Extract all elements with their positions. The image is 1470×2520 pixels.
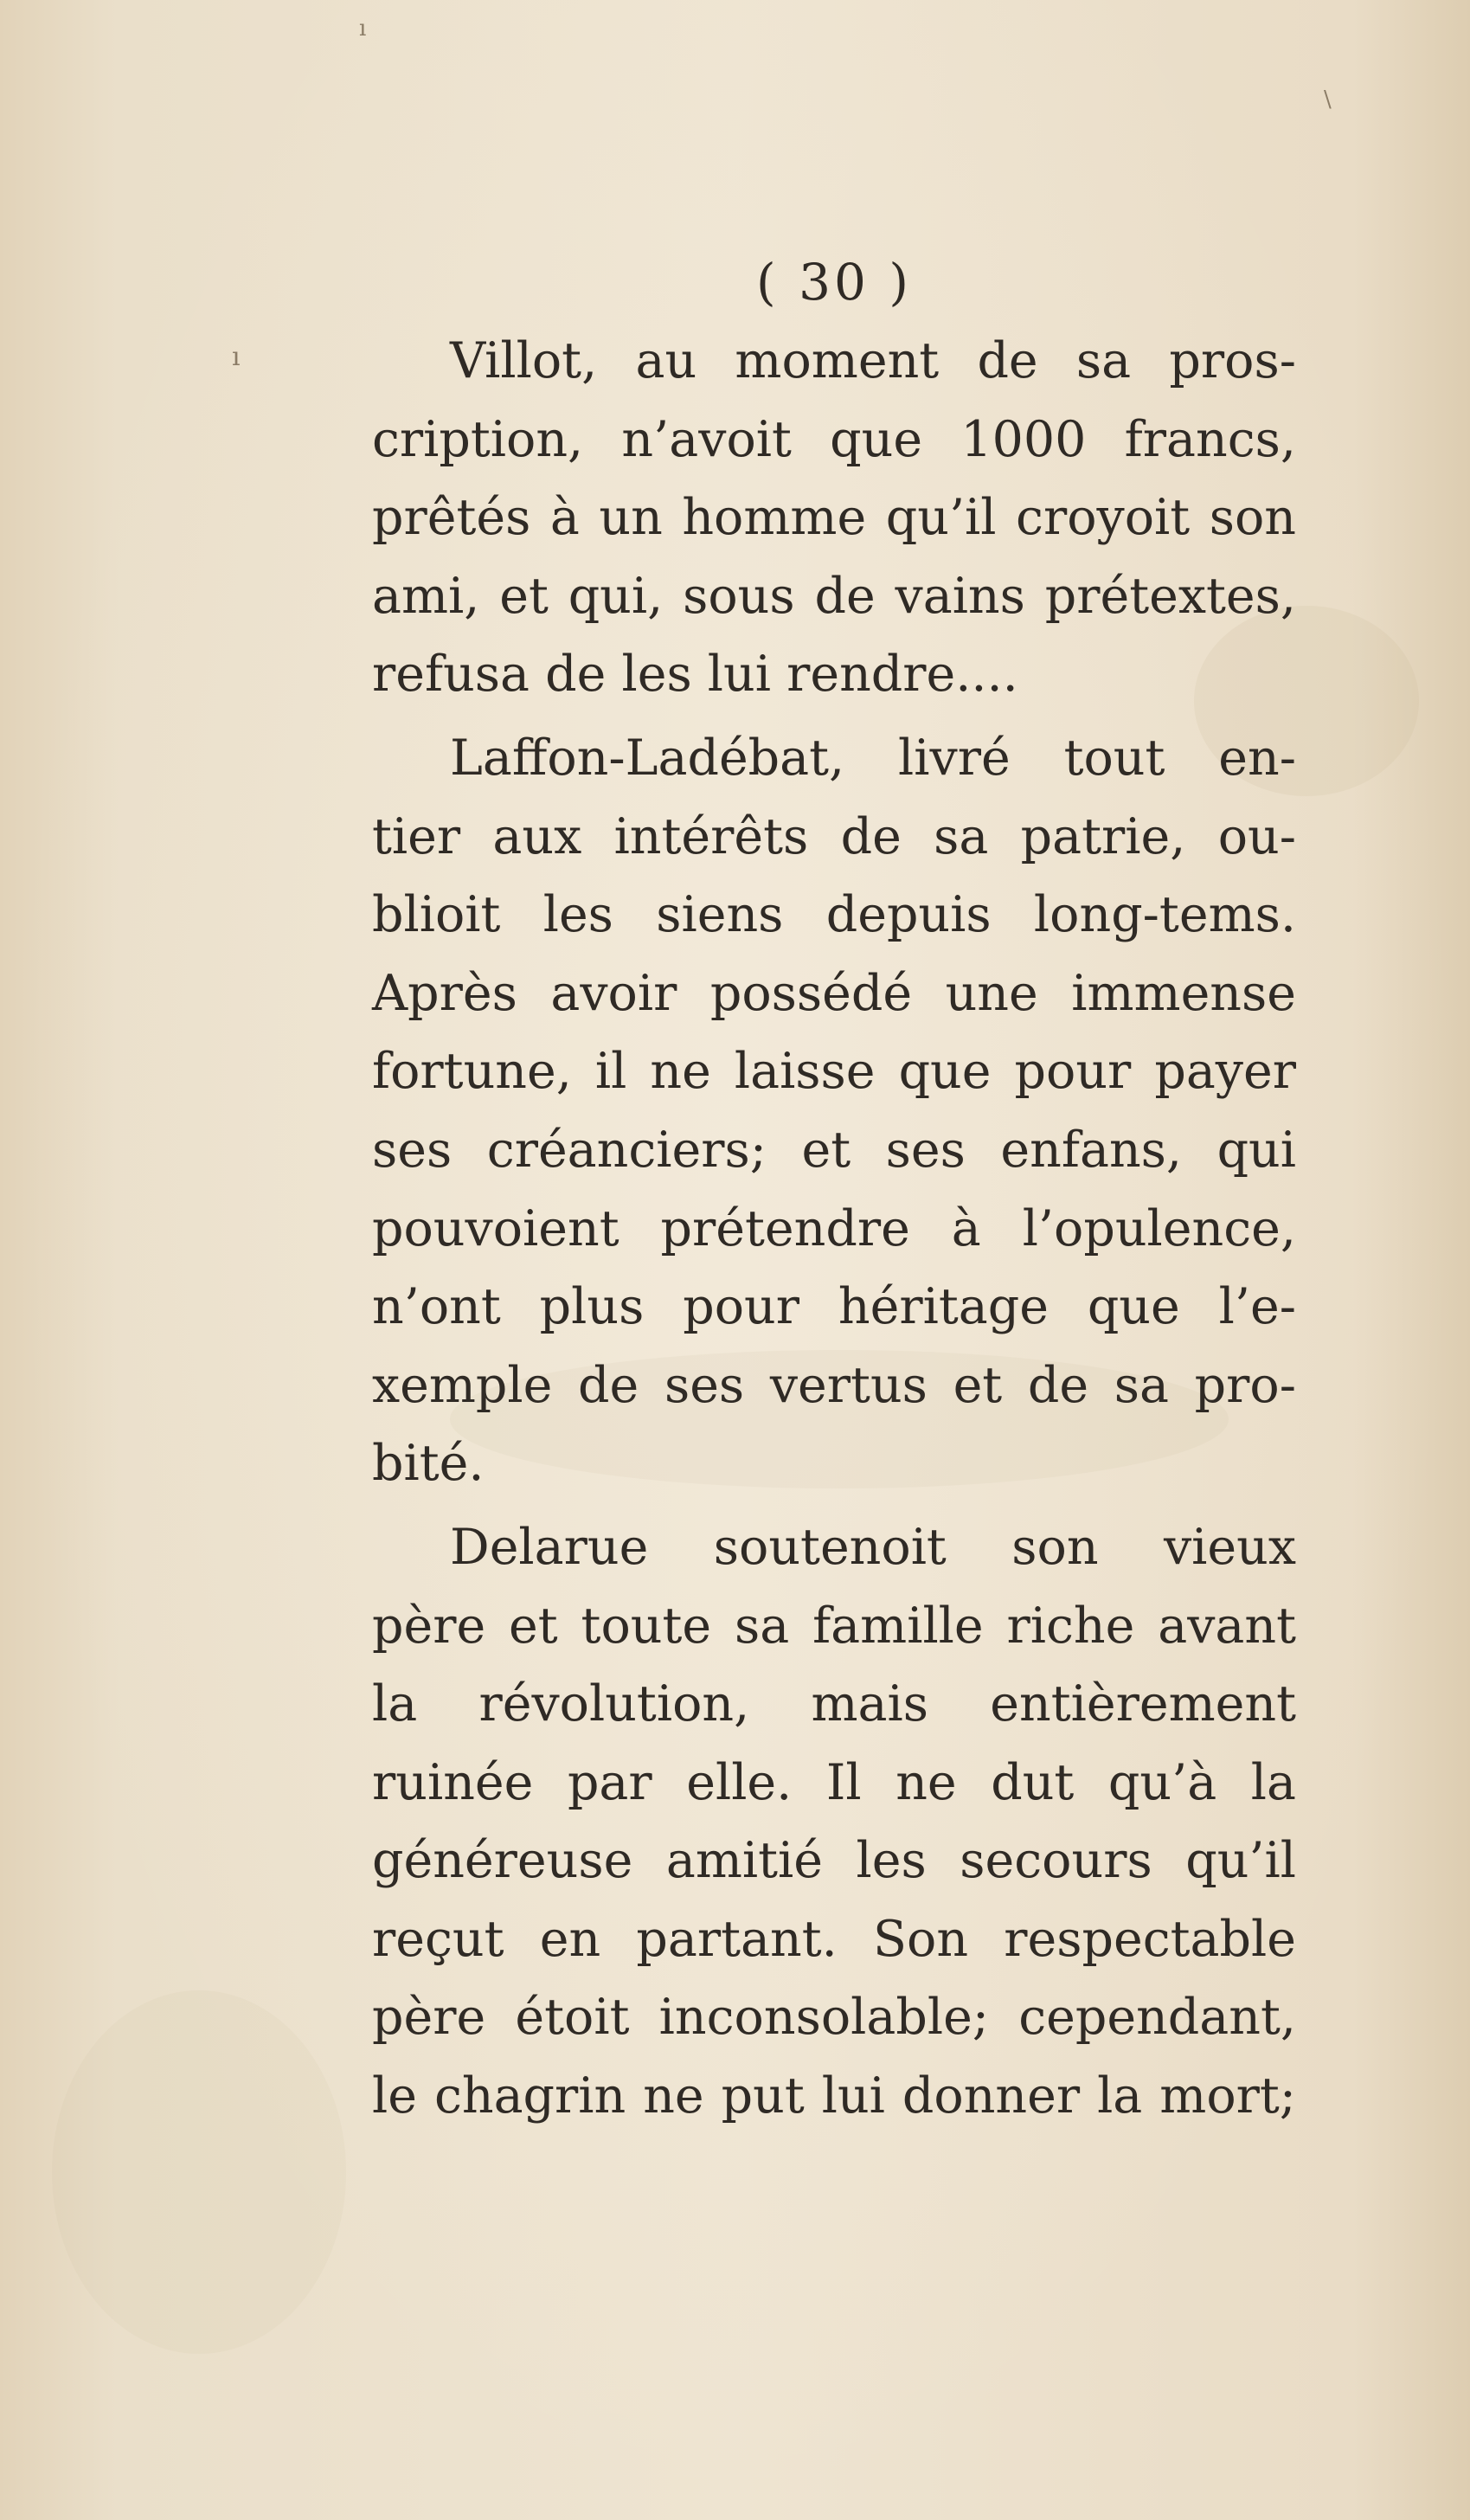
text-line: Villot, au moment de sa pros-: [450, 332, 1296, 389]
text-line: généreuse amitié les secours qu’il: [372, 1832, 1296, 1890]
text-line: pouvoient prétendre à l’opulence,: [372, 1199, 1296, 1257]
text-line: Laffon-Ladébat, livré tout en-: [450, 729, 1296, 787]
text-line: tier aux intérêts de sa patrie, ou-: [372, 807, 1296, 865]
text-line: reçut en partant. Son respectable: [372, 1910, 1296, 1968]
text-line: le chagrin ne put lui donner la mort;: [372, 2067, 1296, 2125]
text-line: bité.: [372, 1435, 485, 1493]
text-line: ami, et qui, sous de vains prétextes,: [372, 567, 1296, 625]
text-line: fortune, il ne laisse que pour payer: [372, 1043, 1296, 1101]
text-line: la révolution, mais entièrement: [372, 1675, 1296, 1733]
page-number: ( 30 ): [756, 253, 912, 312]
paragraph: [372, 719, 1296, 1503]
text-line: Delarue soutenoit son vieux: [450, 1518, 1296, 1576]
text-line: ruinée par elle. Il ne dut qu’à la: [372, 1753, 1296, 1811]
text-line: cription, n’avoit que 1000 francs,: [372, 410, 1296, 468]
text-line: n’ont plus pour héritage que l’e-: [372, 1278, 1296, 1336]
margin-mark: ı: [359, 16, 367, 42]
text-line: prêtés à un homme qu’il croyoit son: [372, 489, 1296, 547]
paper-stain: [52, 1990, 346, 2354]
text-line: père étoit inconsolable; cependant,: [372, 1989, 1296, 2047]
text-line: Après avoir possédé une immense: [372, 964, 1296, 1022]
text-line: ses créanciers; et ses enfans, qui: [372, 1121, 1296, 1179]
paragraph: [372, 1508, 1296, 2136]
text-line: blioit les siens depuis long-tems.: [372, 886, 1296, 944]
margin-mark: \: [1324, 87, 1332, 112]
text-block: [372, 242, 1296, 2136]
margin-mark: ı: [232, 342, 241, 372]
text-line: père et toute sa famille riche avant: [372, 1597, 1296, 1655]
paragraph: [372, 322, 1296, 714]
text-line: xemple de ses vertus et de sa pro-: [372, 1356, 1296, 1414]
text-line: refusa de les lui rendre....: [372, 646, 1018, 704]
